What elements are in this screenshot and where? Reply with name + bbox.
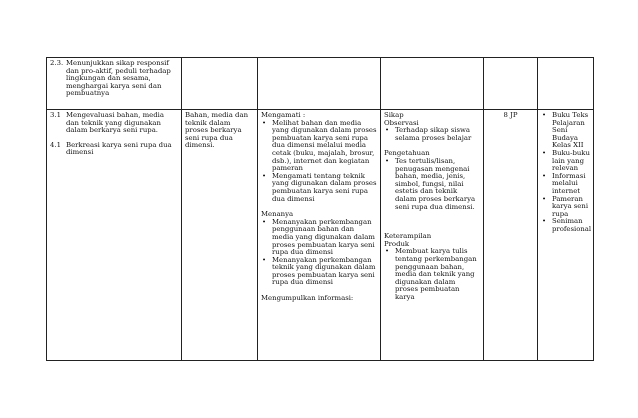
kompetensi-dasar-cell (47, 58, 182, 110)
list-item: • Menanyakan perkembangan teknik yang digunakan dalam proses pembuatan karya seni rupa dua dimensi (261, 257, 377, 287)
kd-number: 2.3. (50, 59, 64, 67)
sumber-list (541, 112, 590, 234)
produk-heading: Produk (384, 239, 410, 248)
list-item: • Pameran karya seni rupa (541, 196, 590, 219)
kegiatan-cell (258, 110, 381, 361)
sumber-cell (538, 110, 594, 361)
kd-item (50, 142, 178, 157)
table-row (47, 110, 594, 361)
list-item: • Melihat bahan dan media yang digunakan dalam proses pembuatan karya seni rupa dua dimensi melalui media cetak (buku, majalah, brosur, dsb.), internet dan kegiatan pameran (261, 120, 377, 173)
keterampilan-list (384, 248, 480, 301)
keterampilan-heading: Keterampilan (384, 232, 432, 241)
mengamati-list (261, 120, 377, 204)
kd-text: Berkreasi karya seni rupa dua dimensi (66, 140, 172, 157)
list-item: • Terhadap sikap siswa selama proses belajar (384, 127, 480, 142)
table-row (47, 58, 594, 110)
pengetahuan-list (384, 158, 480, 211)
mengamati-heading: Mengamati : (261, 111, 306, 119)
menanya-heading: Menanya (261, 210, 294, 219)
kd-item (50, 112, 178, 135)
kd-text: Mengevaluasi bahan, media dan teknik yang digunakan dalam berkarya seni rupa. (66, 111, 164, 135)
list-item: • Informasi melalui internet (541, 173, 590, 196)
kd-item (50, 60, 178, 98)
list-item: • Buku-buku lain yang relevan (541, 150, 590, 173)
alokasi-waktu: 8 JP (503, 111, 518, 119)
pengetahuan-heading: Pengetahuan (384, 149, 430, 158)
penilaian-cell (381, 58, 484, 110)
syllabus-table (46, 57, 594, 361)
sikap-list (384, 127, 480, 142)
materi-cell (182, 110, 258, 361)
list-item: • Buku Teks Pelajaran Seni Budaya Kelas XII (541, 112, 590, 150)
list-item: • Menanyakan perkembangan penggunaan bahan dan media yang digunakan dalam proses pembuatan karya seni rupa dua dimensi (261, 219, 377, 257)
materi-cell (182, 58, 258, 110)
penilaian-cell (381, 110, 484, 361)
list-item: • Membuat karya tulis tentang perkembangan penggunaan bahan, media dan teknik yang digunakan dalam proses pembuatan karya (384, 248, 480, 301)
kompetensi-dasar-cell (47, 110, 182, 361)
alokasi-cell (484, 110, 538, 361)
kd-number: 4.1 (50, 140, 61, 149)
sumber-cell (538, 58, 594, 110)
sikap-heading: Sikap (384, 111, 404, 119)
alokasi-cell (484, 58, 538, 110)
list-item: • Tes tertulis/lisan, penugasan mengenai bahan, media, jenis, simbol, fungsi, nilai estetis dan teknik dalam proses berkarya seni rupa dua dimensi. (384, 158, 480, 211)
kd-text: Menunjukkan sikap responsif dan pro-aktif, peduli terhadap lingkungan dan sesama, menghargai karya seni dan pembuatnya (66, 59, 171, 98)
mengumpulkan-heading: Mengumpulkan informasi: (261, 294, 354, 303)
menanya-list (261, 219, 377, 287)
kd-number: 3.1 (50, 111, 61, 119)
list-item: • Seniman profesional (541, 218, 590, 233)
kegiatan-cell (258, 58, 381, 110)
observasi-heading: Observasi (384, 118, 419, 127)
materi-text: Bahan, media dan teknik dalam proses berkarya seni rupa dua dimensi. (185, 111, 249, 150)
list-item: • Mengamati tentang teknik yang digunakan dalam proses pembuatan karya seni rupa dua dimensi (261, 173, 377, 203)
